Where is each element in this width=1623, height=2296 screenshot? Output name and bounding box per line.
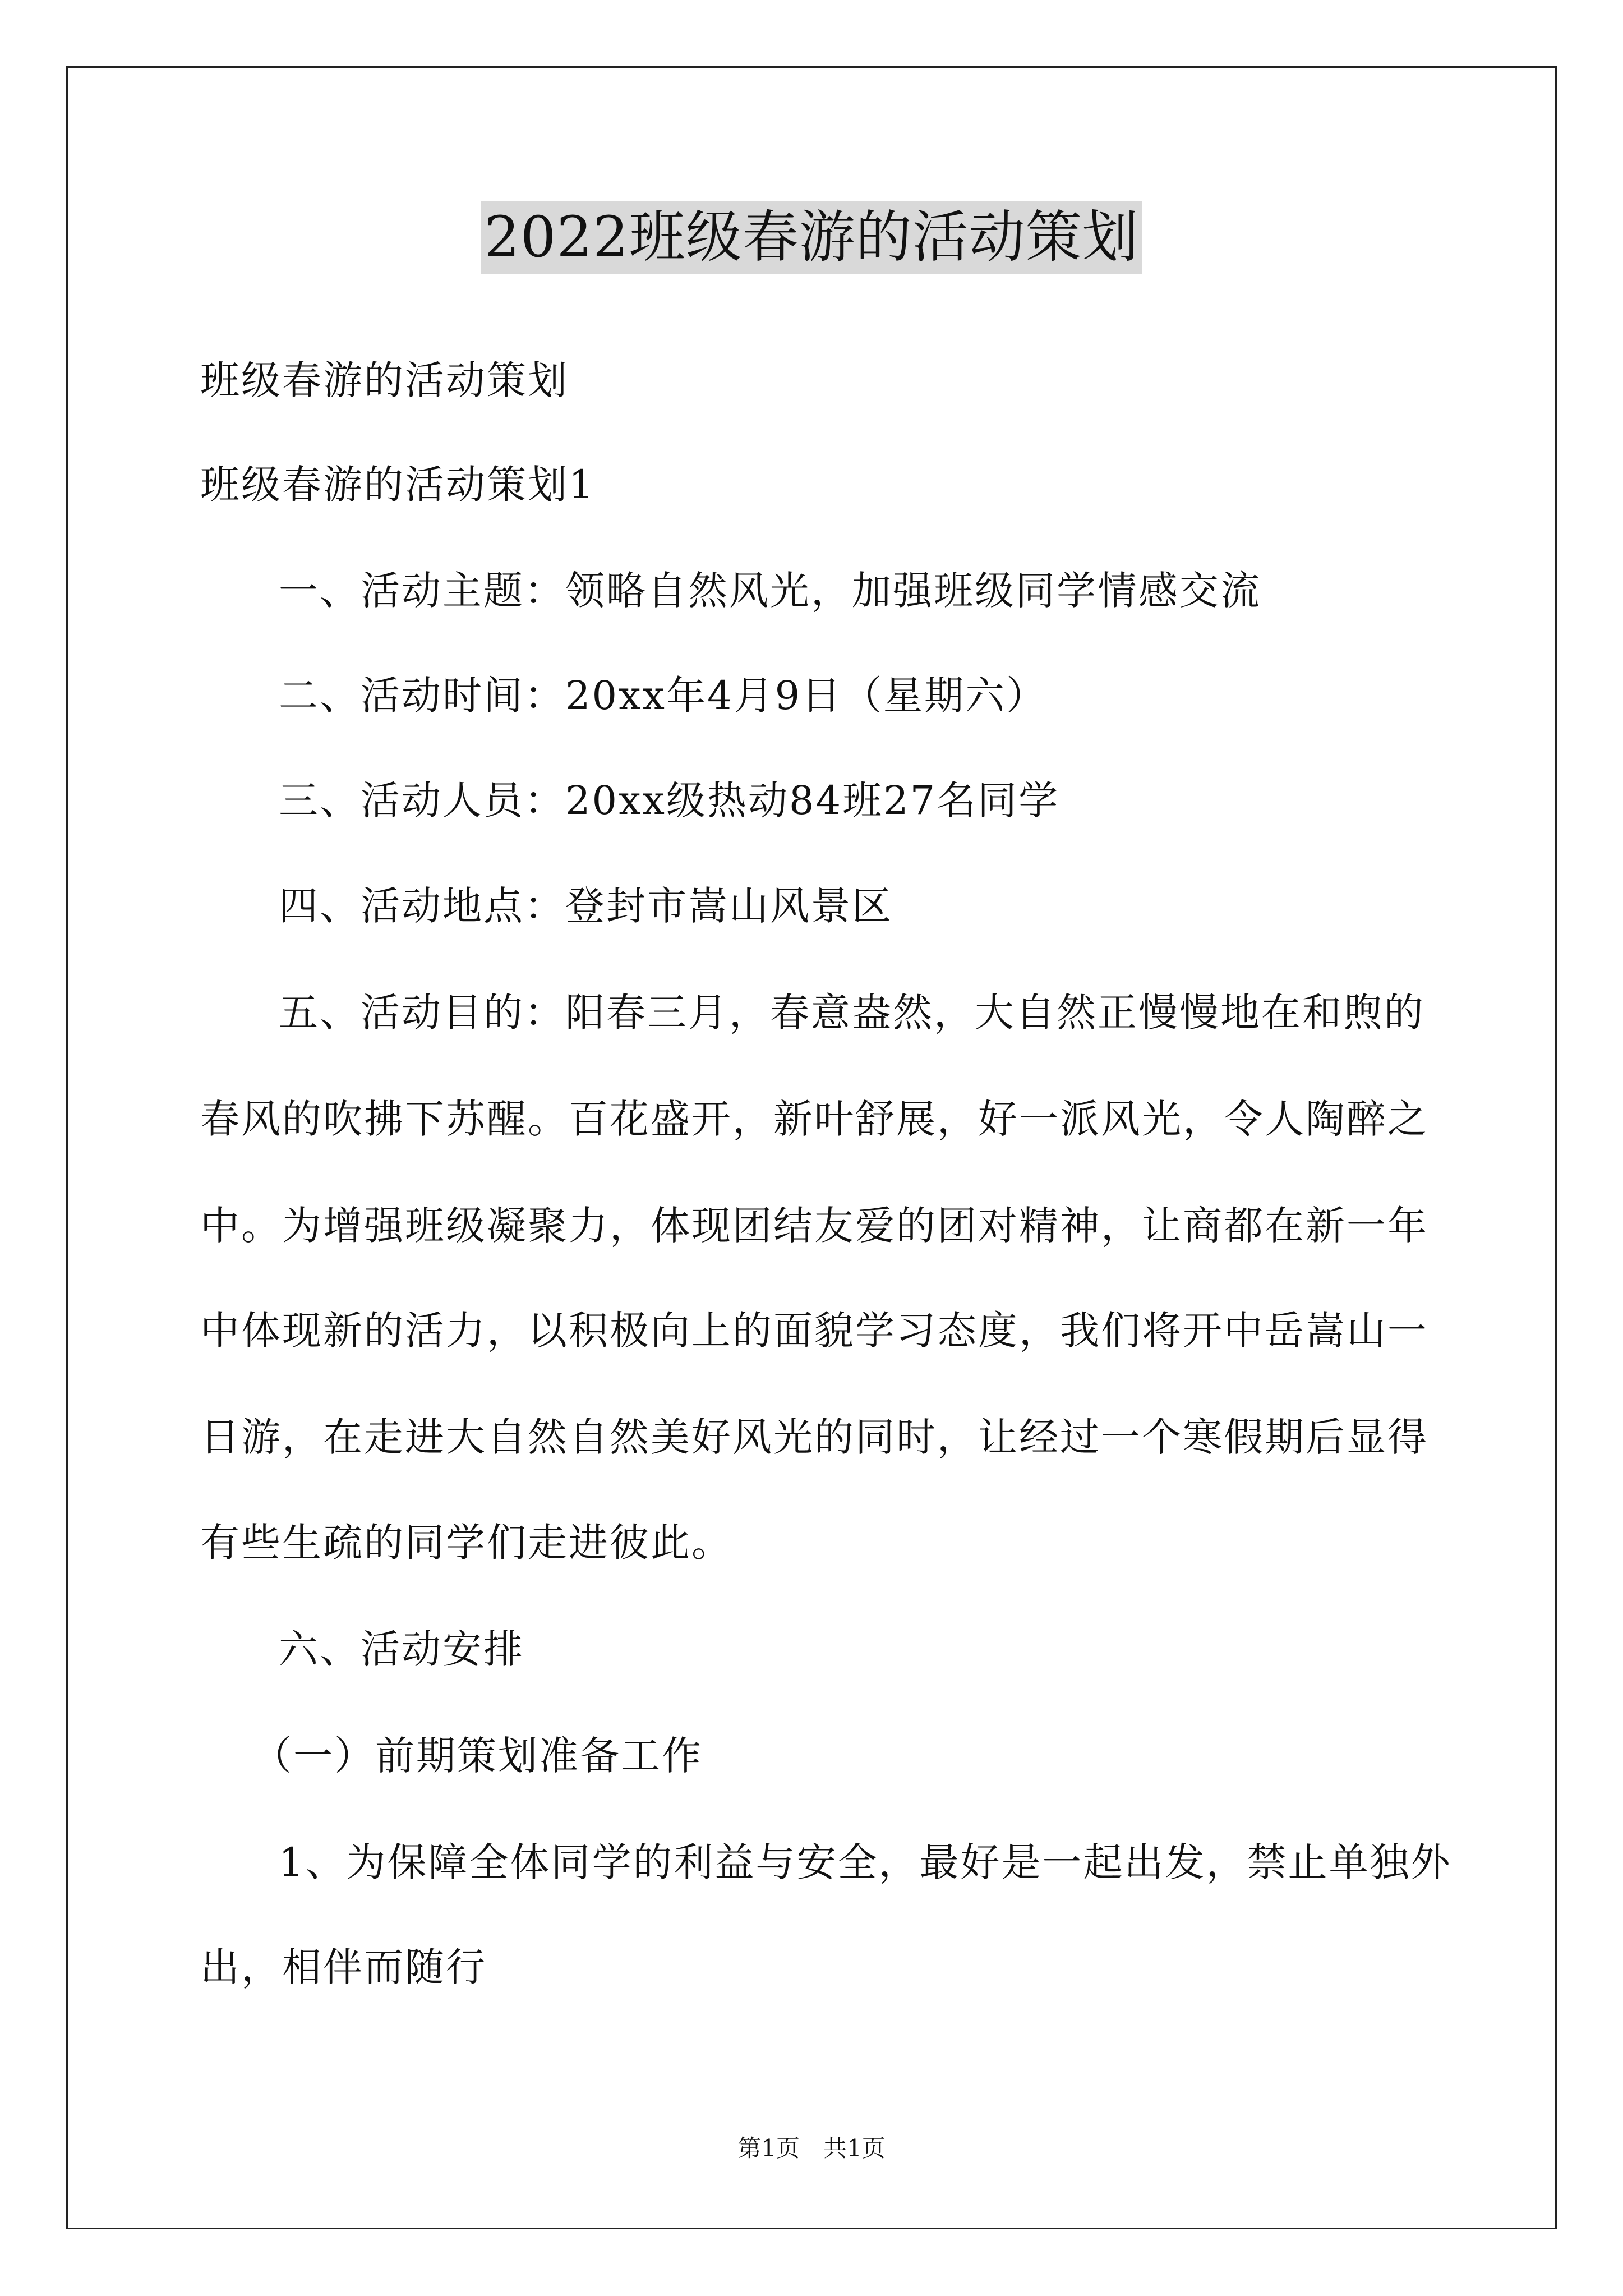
body-line-1: 班级春游的活动策划	[200, 357, 569, 403]
title-container	[0, 201, 1623, 274]
body-line-14: （一）前期策划准备工作	[252, 1733, 703, 1779]
body-line-6: 四、活动地点：登封市嵩山风景区	[279, 883, 893, 929]
body-line-7: 五、活动目的：阳春三月，春意盎然，大自然正慢慢地在和煦的	[279, 990, 1425, 1036]
body-line-10: 中体现新的活力，以积极向上的面貌学习态度，我们将开中岳嵩山一	[200, 1308, 1428, 1354]
body-line-16: 出，相伴而随行	[200, 1944, 487, 1990]
body-line-8: 春风的吹拂下苏醒。百花盛开，新叶舒展，好一派风光，令人陶醉之	[200, 1096, 1428, 1142]
body-line-5: 三、活动人员：20xx级热动84班27名同学	[279, 777, 1060, 823]
page-footer: 第1页 共1页	[737, 2134, 886, 2162]
document-title: 2022班级春游的活动策划	[481, 201, 1142, 274]
body-line-11: 日游，在走进大自然自然美好风光的同时，让经过一个寒假期后显得	[200, 1414, 1428, 1460]
body-line-15: 1、为保障全体同学的利益与安全，最好是一起出发，禁止单独外	[279, 1839, 1452, 1885]
body-line-13: 六、活动安排	[279, 1626, 524, 1672]
body-line-9: 中。为增强班级凝聚力，体现团结友爱的团对精神，让商都在新一年	[200, 1203, 1428, 1249]
body-line-2: 班级春游的活动策划1	[200, 462, 596, 508]
body-line-12: 有些生疏的同学们走进彼此。	[200, 1520, 732, 1566]
body-line-4: 二、活动时间：20xx年4月9日（星期六）	[279, 673, 1048, 719]
body-line-3: 一、活动主题：领略自然风光，加强班级同学情感交流	[279, 568, 1261, 614]
